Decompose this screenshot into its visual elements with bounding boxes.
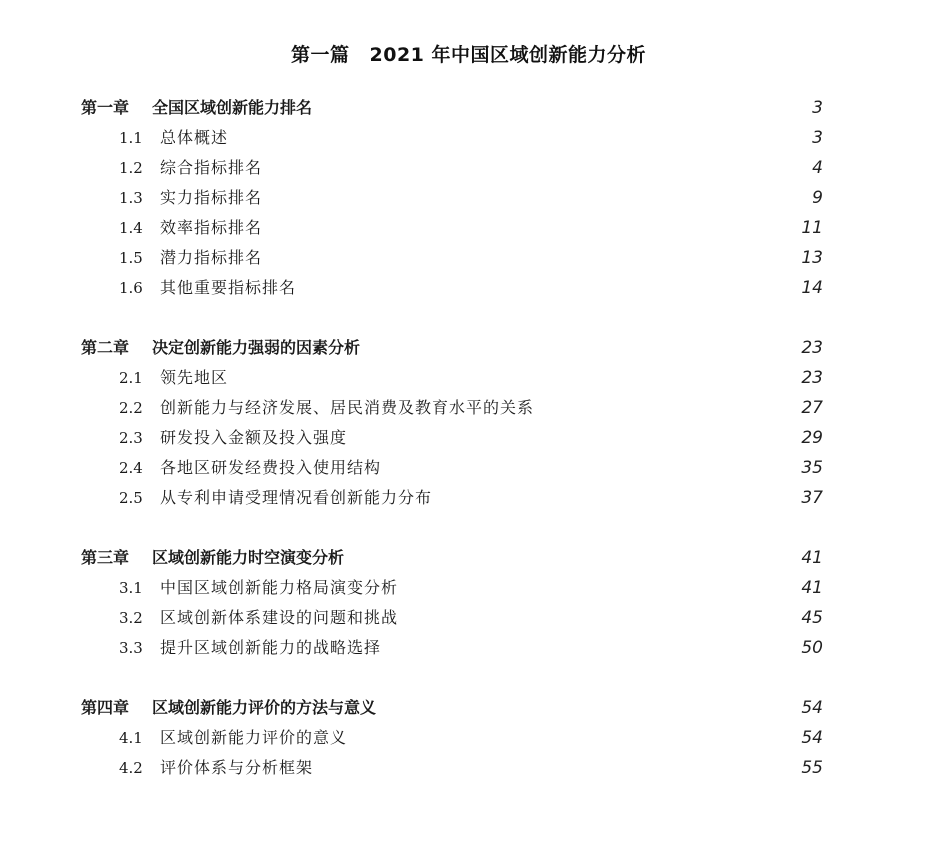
chapter-title: 区域创新能力时空演变分析 — [152, 548, 345, 567]
page-number: 29 — [801, 428, 823, 448]
section-number: 1.3 — [119, 189, 143, 207]
section-number: 4.1 — [119, 729, 143, 747]
section-number: 1.4 — [119, 219, 143, 237]
section-title: 提升区域创新能力的战略选择 — [160, 638, 382, 657]
chapter-spacer — [0, 303, 937, 333]
chapter-title: 全国区域创新能力排名 — [152, 98, 313, 117]
page-number: 3 — [812, 128, 823, 148]
part-label: 第一篇 — [290, 44, 350, 66]
section-number: 1.2 — [119, 159, 143, 177]
page-number: 35 — [801, 458, 823, 478]
section-title: 综合指标排名 — [160, 158, 263, 177]
page-number: 11 — [801, 218, 823, 238]
chapter-spacer — [0, 663, 937, 693]
page-number: 54 — [801, 698, 823, 718]
section-number: 1.6 — [119, 279, 143, 297]
section-title: 中国区域创新能力格局演变分析 — [160, 578, 399, 597]
section-number: 2.3 — [119, 429, 143, 447]
section-number: 2.4 — [119, 459, 143, 477]
section-title: 总体概述 — [160, 128, 229, 147]
section-number: 1.1 — [119, 129, 143, 147]
toc-section-row[interactable] — [0, 243, 937, 273]
page-number: 23 — [801, 368, 823, 388]
toc-section-row[interactable] — [0, 393, 937, 423]
section-title: 其他重要指标排名 — [160, 278, 297, 297]
toc-chapter-row[interactable] — [0, 333, 937, 363]
toc-section-row[interactable] — [0, 273, 937, 303]
section-title: 效率指标排名 — [160, 218, 263, 237]
section-title: 研发投入金额及投入强度 — [160, 428, 348, 447]
page-number: 14 — [801, 278, 823, 298]
chapter-number: 第二章 — [81, 338, 130, 357]
page-number: 3 — [812, 98, 823, 118]
toc-section-row[interactable] — [0, 483, 937, 513]
section-title: 各地区研发经费投入使用结构 — [160, 458, 382, 477]
toc-section-row[interactable] — [0, 183, 937, 213]
page-number: 45 — [801, 608, 823, 628]
section-title: 创新能力与经济发展、居民消费及教育水平的关系 — [160, 398, 535, 417]
toc-section-row[interactable] — [0, 123, 937, 153]
toc-section-row[interactable] — [0, 573, 937, 603]
section-number: 3.3 — [119, 639, 143, 657]
section-number: 3.1 — [119, 579, 143, 597]
part-title: 2021 年中国区域创新能力分析 — [369, 44, 646, 66]
toc-section-row[interactable] — [0, 363, 937, 393]
section-number: 4.2 — [119, 759, 143, 777]
page-number: 27 — [801, 398, 823, 418]
section-number: 1.5 — [119, 249, 143, 267]
chapter-title: 区域创新能力评价的方法与意义 — [152, 698, 377, 717]
section-title: 区域创新能力评价的意义 — [160, 728, 348, 747]
chapter-number: 第三章 — [81, 548, 130, 567]
toc-chapter-row[interactable] — [0, 93, 937, 123]
toc-chapter-row[interactable] — [0, 543, 937, 573]
chapter-spacer — [0, 513, 937, 543]
section-number: 2.5 — [119, 489, 143, 507]
page-number: 41 — [801, 548, 823, 568]
chapter-title: 决定创新能力强弱的因素分析 — [152, 338, 361, 357]
toc-chapter-row[interactable] — [0, 693, 937, 723]
toc-section-row[interactable] — [0, 633, 937, 663]
page-number: 4 — [812, 158, 823, 178]
toc-section-row[interactable] — [0, 423, 937, 453]
page-number: 9 — [812, 188, 823, 208]
section-number: 3.2 — [119, 609, 143, 627]
toc-section-row[interactable] — [0, 723, 937, 753]
section-title: 评价体系与分析框架 — [160, 758, 314, 777]
page-title — [0, 40, 937, 67]
section-number: 2.1 — [119, 369, 143, 387]
toc-section-row[interactable] — [0, 153, 937, 183]
section-title: 实力指标排名 — [160, 188, 263, 207]
chapter-number: 第一章 — [81, 98, 130, 117]
page-number: 50 — [801, 638, 823, 658]
page-number: 23 — [801, 338, 823, 358]
page-number: 41 — [801, 578, 823, 598]
section-title: 区域创新体系建设的问题和挑战 — [160, 608, 399, 627]
section-number: 2.2 — [119, 399, 143, 417]
section-title: 潜力指标排名 — [160, 248, 263, 267]
toc-section-row[interactable] — [0, 213, 937, 243]
table-of-contents — [0, 93, 937, 783]
toc-section-row[interactable] — [0, 753, 937, 783]
page-number: 37 — [801, 488, 823, 508]
toc-section-row[interactable] — [0, 453, 937, 483]
chapter-number: 第四章 — [81, 698, 130, 717]
page-number: 55 — [801, 758, 823, 778]
page-number: 13 — [801, 248, 823, 268]
section-title: 领先地区 — [160, 368, 229, 387]
toc-section-row[interactable] — [0, 603, 937, 633]
page-number: 54 — [801, 728, 823, 748]
section-title: 从专利申请受理情况看创新能力分布 — [160, 488, 433, 507]
